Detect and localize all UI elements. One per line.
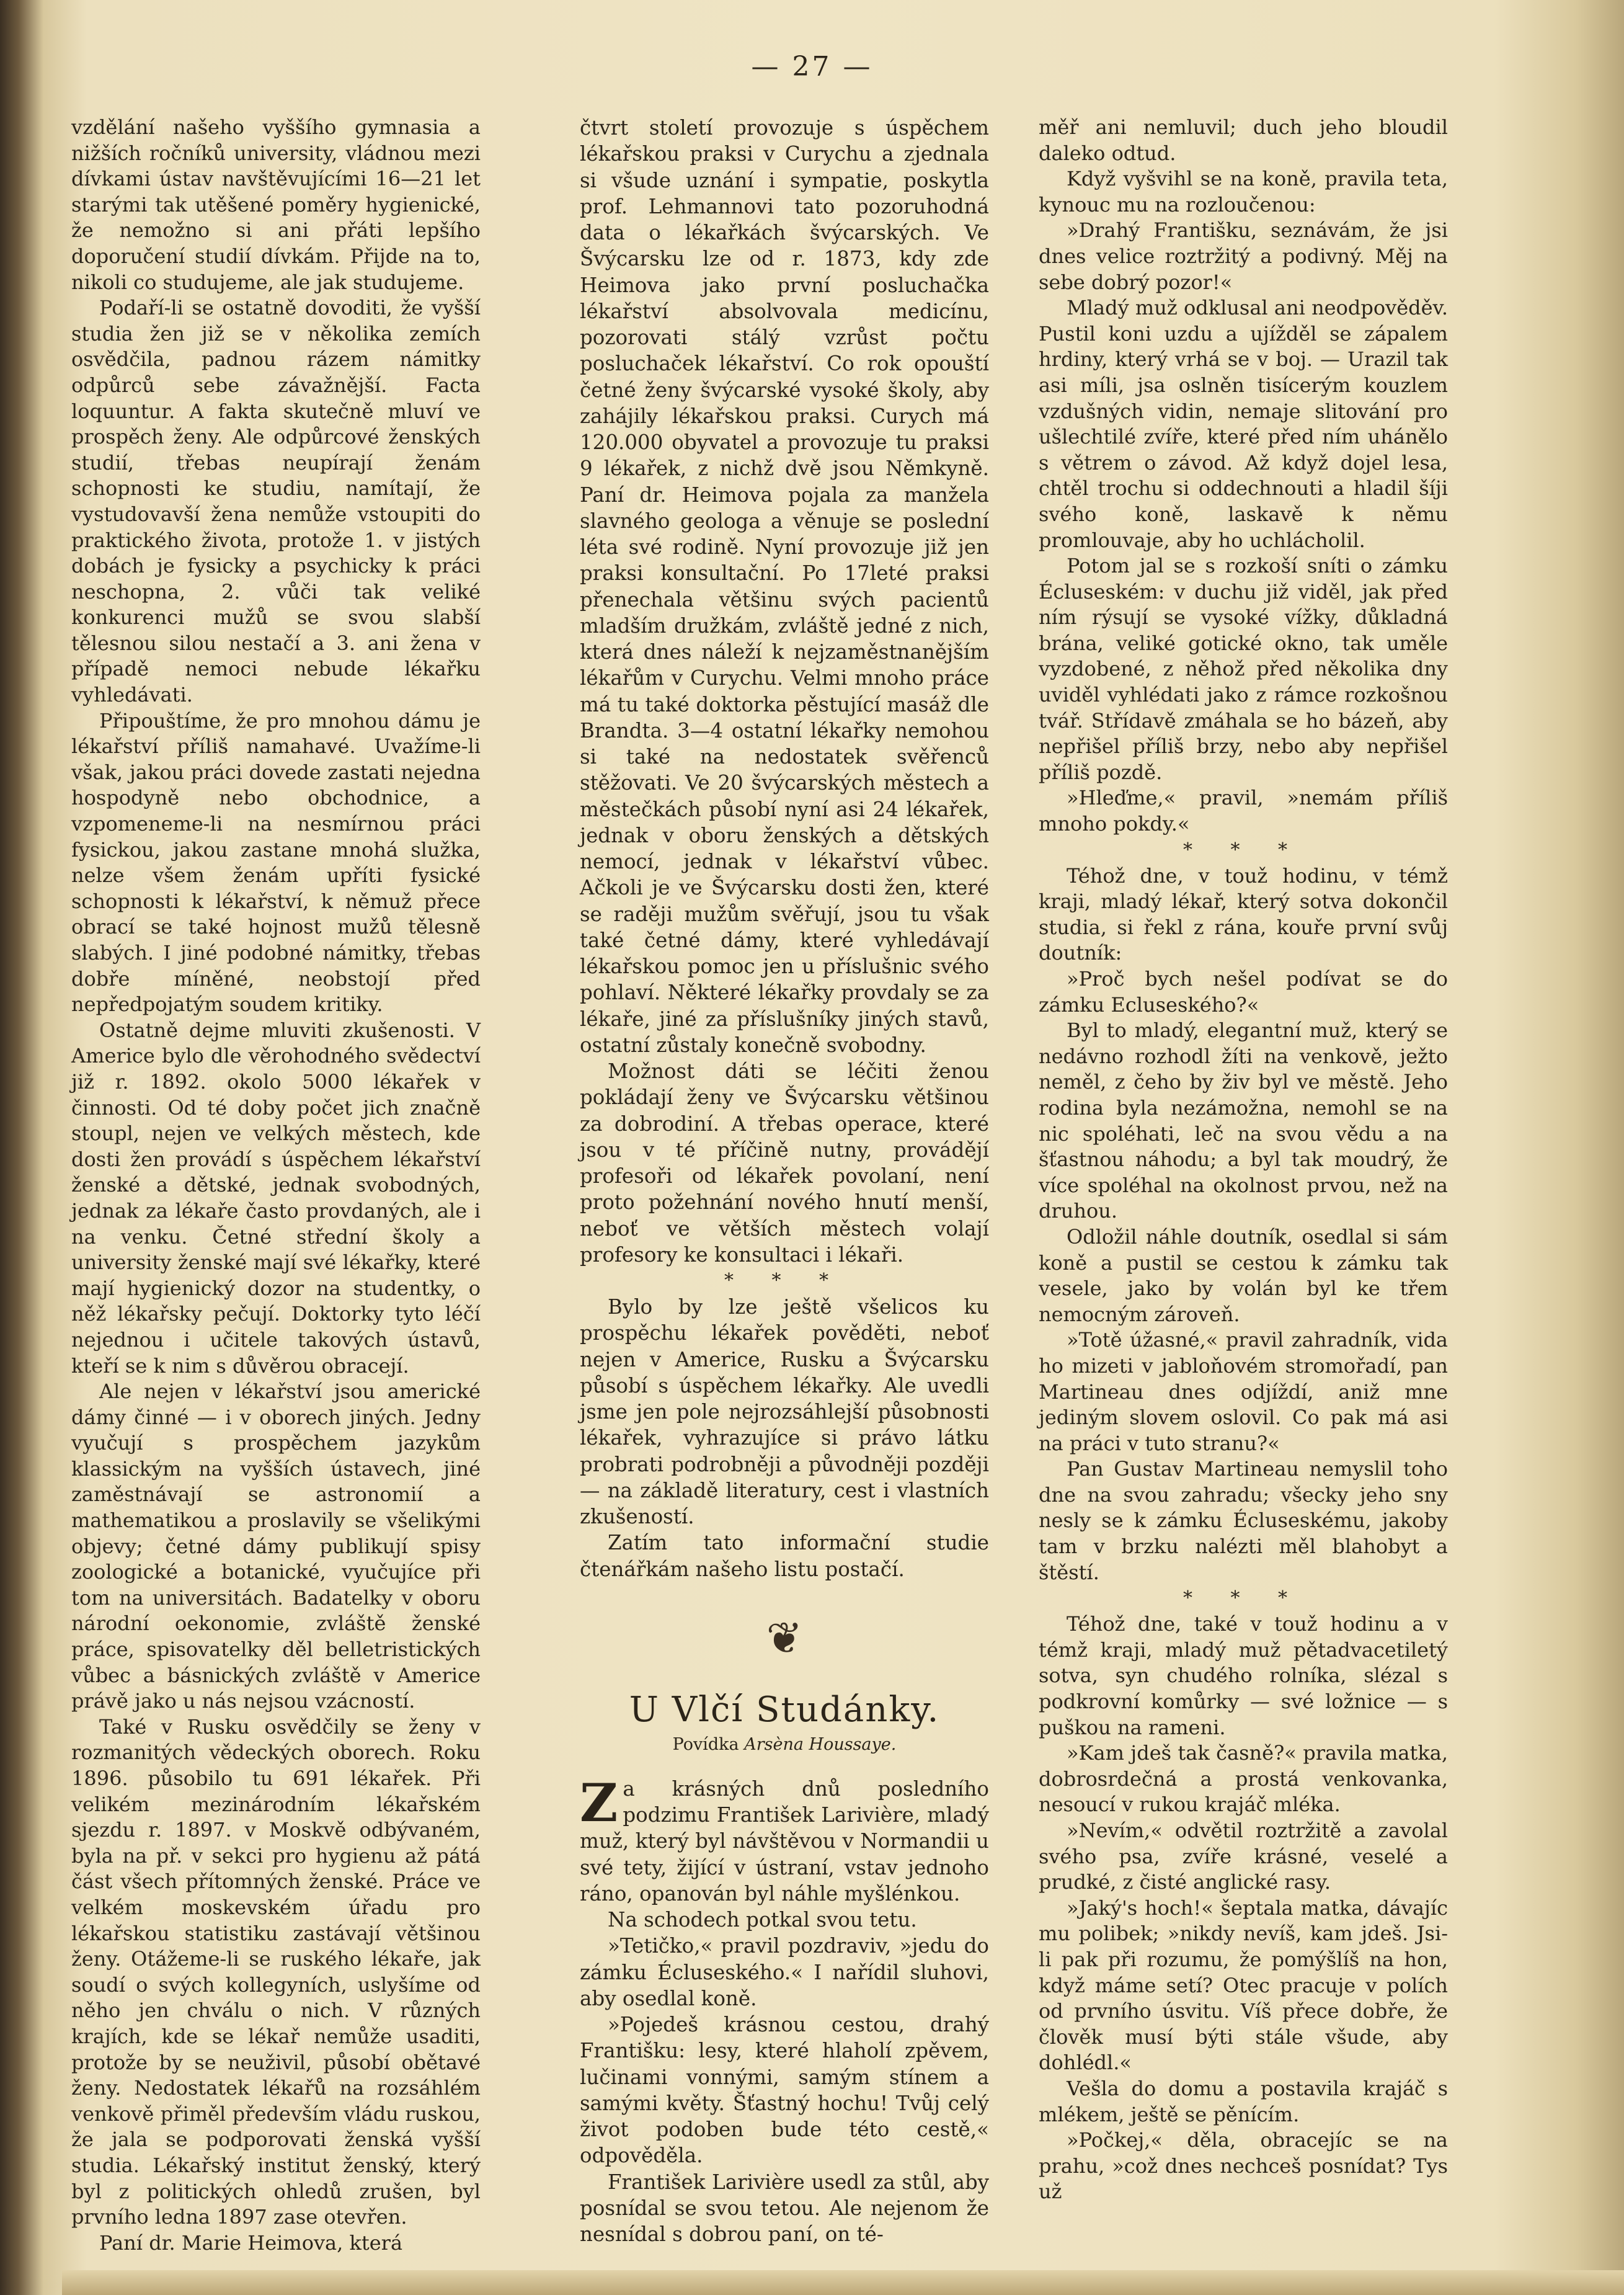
byline-prefix: Povídka	[672, 1734, 739, 1754]
paragraph: Mladý muž odklusal ani neodpověděv. Pustil koni uzdu a ujížděl se zápalem hrdiny, který vrhá se v boj. — Urazil tak asi míli, jsa oslněn tisícerým kouzlem vzdušných vidin, nemaje slitování pro ušlechtilé zvíře, které před ním uhánělo s větrem o závod. Až když dojel lesa, chtěl trochu si oddechnouti a hladil šíji svého koně, laskavě k němu promlouvaje, aby ho uchlácholil.	[1039, 296, 1448, 552]
column-1	[71, 115, 481, 2256]
section-stars: * * *	[1183, 839, 1304, 861]
paragraph-text: a krásných dnů posledního podzimu František Larivière, mladý muž, který byl návštěvou v Normandii u své tety, žijící v ústraní, vstav jednoho ráno, opanován byl náhle myšlénkou.	[580, 1776, 989, 1905]
paragraph: Byl to mladý, elegantní muž, který se nedávno rozhodl žíti na venkově, ježto neměl, z čeho by živ byl ve městě. Jeho rodina byla nezámožna, nemohl se na nic spoléhati, leč na svou vědu a na šťastnou náhodu; a byl tak moudrý, že více spoléhal na okolnost prvou, než na druhou.	[1039, 1018, 1448, 1223]
paragraph	[580, 1771, 989, 1907]
paragraph: Možnost dáti se léčiti ženou pokládají ženy ve Švýcarsku většinou za dobrodiní. A třebas operace, které jsou v té příčině nutny, provádějí profesoři od lékařek povolaní, není proto požehnání nového hnutí menší, neboť ve větších městech volají profesory ke konsultaci i lékaři.	[580, 1059, 989, 1267]
drop-cap: Z	[580, 1771, 618, 1834]
paragraph: »Pojedeš krásnou cestou, drahý Františku: lesy, které hlaholí zpěvem, lučinami vonnými, samým stínem a samými květy. Šťastný hochu! Tvůj celý život podoben bude této cestě,« odpověděla.	[580, 2013, 989, 2168]
paragraph: měř ani nemluvil; duch jeho bloudil daleko odtud.	[1039, 115, 1448, 165]
paragraph: Ale nejen v lékařství jsou americké dámy činné — i v oborech jiných. Jedny vyučují s prospěchem jazykům klassickým na vyšších ústavech, jiné zaměstnávají se astronomií a mathematikou a proslavily se všelikými objevy; četné dámy publikují spisy zoologické a botanické, vyučujíce při tom na universitách. Badatelky v oboru národní oekonomie, zvláště ženské práce, spisovatelky děl belletristických vůbec a básnických zvláště v Americe právě jako u nás nejsou vzácností.	[71, 1379, 481, 1713]
paragraph: »Tetičko,« pravil pozdraviv, »jedu do zámku Écluseského.« I nařídil sluhovi, aby osedlal koně.	[580, 1934, 989, 2010]
paragraph: »Jaký's hoch!« šeptala matka, dávajíc mu polibek; »nikdy nevíš, kam jdeš. Jsi-li pak při rozumu, že pomýšlíš na hon, když máme setí? Otec pracuje v polích od prvního úsvitu. Víš přece dobře, že člověk musí býti stále všude, aby dohlédl.«	[1039, 1896, 1448, 2075]
paragraph: »Totě úžasné,« pravil zahradník, vida ho mizeti v jabloňovém stromořadí, pan Martineau dnes odjíždí, aniž mne jediným slovem oslovil. Co pak má asi na práci v tuto stranu?«	[1039, 1328, 1448, 1455]
paragraph: František Larivière usedl za stůl, aby posnídal se svou tetou. Ale nejenom že nesnídal s dobrou paní, on té-	[580, 2170, 989, 2246]
paragraph: Vešla do domu a postavila krajáč s mlékem, ještě se pěnícím.	[1039, 2076, 1448, 2126]
story-title: U Vlčí Studánky.	[629, 1689, 940, 1730]
column-3	[1039, 115, 1448, 2205]
paragraph: Téhož dne, také v touž hodinu a v témž kraji, mladý muž pětadvacetiletý sotva, syn chudého rolníka, slézal s podkrovní komůrky — své ložnice — s puškou na rameni.	[1039, 1612, 1448, 1739]
paragraph: Zatím tato informační studie čtenářkám našeho listu postačí.	[580, 1531, 989, 1581]
column-2	[580, 115, 989, 2247]
paragraph: »Počkej,« děla, obracejíc se na prahu, »což dnes nechceš posnídat? Tys už	[1039, 2128, 1448, 2204]
paragraph: Také v Rusku osvědčily se ženy v rozmanitých vědeckých oborech. Roku 1896. působilo tu 691 lékařek. Při velikém mezinárodním lékařském sjezdu r. 1897. v Moskvě odbývaném, byla na př. v sekci pro hygienu až pátá část všech přítomných ženské. Práce ve velkém moskevském úřadu pro lékařskou statistiku zastávají většinou ženy. Otážeme-li se ruského lékaře, jak soudí o svých kollegyních, uslyšíme od něho jen chválu o nich. V různých krajích, kde se lékař nemůže usaditi, protože by se neuživil, působí obětavé ženy. Nedostatek lékařů na rozsáhlém venkově přiměl především vládu ruskou, že jala se podporovati ženská vyšší studia. Lékařský institut ženský, který byl z politických ohledů zrušen, byl prvního ledna 1897 zase otevřen.	[71, 1714, 481, 2229]
paragraph: Podaří-li se ostatně dovoditi, že vyšší studia žen již se v několika zemích osvědčila, padnou rázem námitky odpůrců sebe závažnější. Facta loquuntur. A fakta skutečně mluví ve prospěch ženy. Ale odpůrcové ženských studií, třebas neupírají ženám schopnosti ke studiu, namítají, že vystudovavší žena nemůže vstoupiti do praktického života, protože 1. v jistých dobách je fysicky a psychicky k práci neschopna, 2. vůči tak veliké konkurenci mužů se svou slabší tělesnou silou nestačí a 3. ani žena v případě nemoci nebude lékařku vyhledávati.	[71, 296, 481, 707]
paragraph: »Nevím,« odvětil roztržitě a zavolal svého psa, zvíře krásné, veselé a prudké, z čisté anglické rasy.	[1039, 1819, 1448, 1894]
paragraph: »Drahý Františku, seznávám, že jsi dnes velice roztržitý a podivný. Měj na sebe dobrý pozor!«	[1039, 218, 1448, 294]
paragraph: vzdělání našeho vyššího gymnasia a nižších ročníků university, vládnou mezi dívkami ústav navštěvujícími 16—21 let starými tak utěšené poměry hygienické, že nemožno si ani přáti lepšího doporučení studií dívkám. Přijde na to, nikoli co studujeme, ale jak studujeme.	[71, 115, 481, 294]
page-number: — 27 —	[751, 51, 873, 82]
paragraph: Odložil náhle doutník, osedlal si sám koně a pustil se cestou k zámku tak vesele, jako by volán byl ke třem nemocným zároveň.	[1039, 1224, 1448, 1326]
page-edge	[62, 2270, 1624, 2295]
paragraph: Téhož dne, v touž hodinu, v témž kraji, mladý lékař, který sotva dokončil studia, si řekl z rána, kouře první svůj doutník:	[1039, 863, 1448, 965]
story-author: Arsèna Houssaye.	[744, 1734, 897, 1754]
paragraph: Potom jal se s rozkoší sníti o zámku Écluseském: v duchu již viděl, jak před ním rýsují se vysoké vížky, důkladná brána, veliké gotické okno, tak uměle vyzdobené, z něhož před několika dny uviděl vyhlédati jako z rámce rozkošnou tvář. Střídavě zmáhala se ho bázeň, aby nepřišel příliš brzy, nebo aby nepřišel příliš pozdě.	[1039, 554, 1448, 784]
paragraph: Paní dr. Marie Heimova, která	[99, 2230, 403, 2255]
paragraph: čtvrt století provozuje s úspěchem lékařskou praksi v Curychu a zjednala si všude uznání i sympatie, poskytla prof. Lehmannovi tato pozoruhodná data o lékařkách švýcarských. Ve Švýcarsku lze od r. 1873, kdy zde Heimova jako první posluchačka lékařství absolvovala medicínu, pozorovati stálý vzrůst počtu posluchaček lékařství. Co rok opouští četné ženy švýcarské vysoké školy, aby zahájily lékařskou praksi. Curych má 120.000 obyvatel a provozuje tu praksi 9 lékařek, z nichž dvě jsou Němkyně. Paní dr. Heimova pojala za manžela slavného geologa a věnuje se poslední léta své rodině. Nyní provozuje již jen praksi konsultační. Po 17leté praksi přenechala většinu svých pacientů mladším družkám, zvláště jedné z nich, která dnes náleží k nejzaměstnanějším lékařům v Curychu. Velmi mnoho práce má tu také doktorka pěstující masáž dle Brandta. 3—4 ostatní lékařky nemohou si také na nedostatek svěřenců stěžovati. Ve 20 švýcarských městech a městečkách působí nyní asi 24 lékařek, jednak v oboru ženských a dětských nemocí, jednak v lékařství vůbec. Ačkoli je ve Švýcarsku dosti žen, které se raději mužům svěřují, jsou tu však také četné dámy, které vyhledávají lékařskou pomoc jen u příslušnic svého pohlaví. Některé lékařky provdaly se za lékaře, jiné za příslušníky jiných stavů, ostatní zůstaly konečně svobodny.	[580, 116, 989, 1057]
paragraph: »Hleďme,« pravil, »nemám příliš mnoho pokdy.«	[1039, 786, 1448, 836]
paragraph: Když vyšvihl se na koně, pravila teta, kynouc mu na rozloučenou:	[1039, 167, 1448, 216]
paragraph: »Kam jdeš tak časně?« pravila matka, dobrosrdečná a prostá venkovanka, nesoucí v rukou krajáč mléka.	[1039, 1741, 1448, 1817]
paragraph: Ostatně dejme mluviti zkušenosti. V Americe bylo dle věrohodného svědectví již r. 1892. okolo 5000 lékařek v činnosti. Od té doby počet jich značně stoupl, nejen ve velkých městech, kde dosti žen provádí s úspěchem lékařství ženské a dětské, jednak svobodných, jednak za lékaře často provdaných, ale i na venku. Četné střední školy a university ženské mají své lékařky, které mají hygienický dozor na studentky, o něž lékařsky pečují. Doktorky tyto léčí nejednou i učitele takových ústavů, kteří se k nim s důvěrou obracejí.	[71, 1018, 481, 1378]
paragraph: Připouštíme, že pro mnohou dámu je lékařství příliš namahavé. Uvažíme-li však, jakou práci dovede zastati nejedna hospodyně nebo obchodnice, a vzpomeneme-li na nesmírnou práci fysickou, jakou zastane mnohá služka, nelze všem ženám upříti fysické schopnosti k lékařství, k němuž přece obrací se také hojnost mužů tělesně slabých. I jiné podobné námitky, třebas dobře míněné, neobstojí před nepředpojatým soudem kritiky.	[71, 708, 481, 1017]
paragraph: Pan Gustav Martineau nemyslil toho dne na svou zahradu; všecky jeho sny nesly se k zámku Écluseskému, jakoby tam v brzku nalézti měl blahobyt a štěstí.	[1039, 1457, 1448, 1584]
paragraph: Na schodech potkal svou tetu.	[608, 1908, 917, 1932]
ornament-divider-icon: ❦	[766, 1612, 803, 1664]
section-stars: * * *	[1183, 1587, 1304, 1610]
section-stars: * * *	[724, 1270, 845, 1291]
story-byline	[580, 1732, 989, 1757]
paragraph: »Proč bych nešel podívat se do zámku Ecluseského?«	[1039, 967, 1448, 1017]
paragraph: Bylo by lze ještě všelicos ku prospěchu lékařek pověděti, neboť nejen v Americe, Rusku a Švýcarsku působí s úspěchem lékařky. Ale uvedli jsme jen pole nejrozsáhlejší působnosti lékařek, vyhrazujíce si právo látku probrati podrobněji a původněji později — na základě literatury, cest i vlastních zkušeností.	[580, 1295, 989, 1528]
